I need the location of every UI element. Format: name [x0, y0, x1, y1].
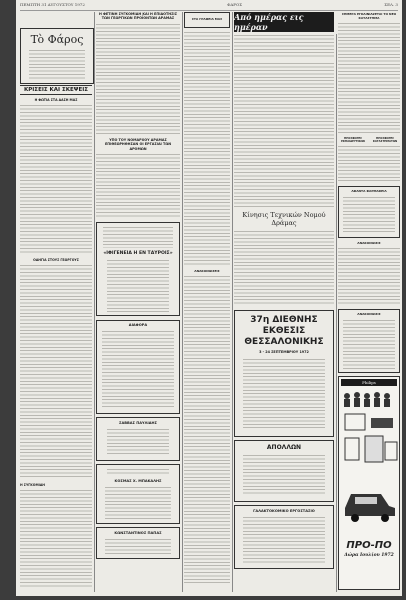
- expo-details: [243, 358, 325, 428]
- dairy-lines: [243, 516, 325, 564]
- expo-title: 37η ΔΙΕΘΝΗΣ ΕΚΘΕΣΙΣ ΘΕΣΣΑΛΟΝΙΚΗΣ: [244, 315, 324, 347]
- apollon-lines: [243, 454, 325, 494]
- col2-body: [96, 23, 180, 135]
- mid-heading: ΟΔΗΓΙΑ ΣΤΟΥΣ ΓΕΩΡΓΟΥΣ: [33, 258, 79, 262]
- washer-icon: [385, 442, 397, 460]
- column-5-content: [338, 12, 400, 592]
- fridge-icon: [365, 436, 383, 462]
- col5-top-heading: ΣΗΜΕΡΑ ΕΓΚΑΙΝΙΑΖΕΤΑΙ ΤΟ ΝΕΟ ΚΑΤΑΣΤΗΜΑ: [341, 12, 397, 20]
- tv-banner-text: Philips: [362, 380, 376, 385]
- appliance-icon: [345, 438, 359, 460]
- col4-body-2: [234, 230, 334, 306]
- col2-mid-heading: ΥΠΟ ΤΟΥ ΝΟΜΑΡΧΟΥ ΔΡΑΜΑΣ ΕΠΙΘΕΩΡΗΘΗΣΑΝ ΟΙ ΕΡΓΑΣΙΑΙ ΤΩΝ ΔΡΟΜΩΝ: [104, 137, 172, 151]
- page-header: [20, 2, 398, 11]
- ad-pavlidis-lines: [107, 428, 169, 456]
- radio-icon: [371, 418, 393, 428]
- col3-mid-label: ΑΝΑΚΟΙΝΩΣΕΙΣ: [194, 269, 220, 273]
- col3-body-2: [184, 275, 230, 585]
- ad-bakalis-title: ΚΟΣΜΑΣ Χ. ΜΠΑΚΑΛΗΣ: [114, 479, 162, 484]
- dairy-title: ΓΑΛΑΚΤΟΚΟΜΙΚΟ ΕΡΓΟΣΤΑΣΙΟ: [253, 509, 315, 513]
- ad-pavlidis: [96, 417, 180, 461]
- notices-box: [338, 309, 400, 373]
- col4-body: [234, 62, 334, 207]
- faros-credits: [29, 49, 85, 79]
- propo-ad: [338, 376, 400, 590]
- ad-papas: [96, 527, 180, 559]
- faros-title: Tò Φάρος: [30, 33, 84, 46]
- ad-bakalis: [96, 464, 180, 524]
- notice-box: [96, 320, 180, 414]
- car-icon: [345, 494, 395, 522]
- section-title: ΚΡΙΣΕΙΣ ΚΑΙ ΣΚΕΨΕΙΣ: [20, 85, 92, 95]
- col5-notices-lines-2: [343, 319, 395, 369]
- sub-heading: Η ΦΩΤΙΑ ΣΤΑ ΔΑΣΗ ΜΑΣ: [34, 98, 78, 102]
- col3-header-box: [184, 12, 230, 28]
- column-2: [96, 12, 180, 592]
- pharmacy-box: [338, 186, 400, 238]
- propo-logo: ΠΡΟ-ΠΟ: [346, 540, 392, 551]
- column-rule-3: [232, 12, 233, 592]
- newspaper-page: [16, 0, 402, 596]
- theatre-ad-title: «ΙΦΙΓΕΝΕΙΑ Η ΕΝ ΤΑΥΡΟΙΣ»: [103, 251, 173, 257]
- article-body: [20, 104, 92, 254]
- column-1: [20, 85, 92, 590]
- expo-ad: [234, 310, 334, 437]
- col2-body-2: [96, 153, 180, 219]
- column-4: [234, 34, 334, 592]
- pharmacy-lines: [343, 196, 395, 234]
- col5-body: [338, 22, 400, 134]
- col5-heading-a: ΠΡΟΣΦΟΡΕΣ ΕΚΠΑΙΔΕΥΤΙΚΩΝ: [341, 137, 365, 143]
- column-rule-1: [94, 12, 95, 592]
- col4-intro: [234, 34, 334, 58]
- propo-caption: Δώρα Ιουλίου 1972: [344, 553, 394, 558]
- ad-papas-lines: [105, 538, 171, 554]
- col3-body: [184, 31, 230, 266]
- tv-banner: [341, 379, 397, 386]
- expo-dates: 3 - 24 ΣΕΠΤΕΜΒΡΙΟΥ 1972: [259, 350, 309, 354]
- column-rule-2: [182, 12, 183, 592]
- apollon-ad: [234, 440, 334, 502]
- ad-bakalis-lines: [105, 486, 171, 520]
- notice-title: ΔΙΑΦΟΡΑ: [128, 323, 148, 328]
- col5-notices-label: ΑΝΑΚΟΙΝΩΣΙΣ: [357, 241, 381, 245]
- faros-masthead-box: [20, 28, 94, 84]
- col5-split-headings: [338, 137, 400, 143]
- ad-bakalis-top: [107, 468, 169, 476]
- bottom-heading: Η ΣΥΓΚΟΜΙΔΗ: [20, 483, 45, 487]
- notice-lines: [102, 330, 174, 408]
- col5-notices-body: [338, 247, 400, 305]
- people-row: [344, 392, 390, 407]
- header-masthead: ΦΑΡΟΣ: [227, 2, 243, 7]
- theatre-ad: [96, 222, 180, 316]
- ad-pavlidis-title: ΣΑΒΒΑΣ ΠΑΥΛΙΔΗΣ: [119, 421, 157, 426]
- article-body-3: [20, 489, 92, 589]
- theatre-ad-lines: [103, 226, 173, 248]
- prize-products-illustration: [339, 388, 399, 538]
- col2-top-heading: Η ΦΕΤΙΝΗ ΣΥΓΚΟΜΙΔΗ ΚΑΙ Η ΕΠΙΔΟΤΗΣΙΣ ΤΩΝ ΓΕΩΡΓΙΚΩΝ ΠΡΟΪΟΝΤΩΝ ΔΡΑΜΑΣ: [98, 12, 178, 21]
- col5-body-2: [338, 145, 400, 183]
- article-body-2: [20, 264, 92, 479]
- apollon-title: ΑΠΟΛΛΩΝ: [266, 444, 302, 451]
- header-page-number: ΣΕΛ. 3: [384, 2, 398, 7]
- daily-banner-text: Από ημέρας εις ημέραν: [234, 12, 304, 32]
- dairy-ad: [234, 505, 334, 569]
- col5-heading-b: ΠΡΟΣΦΟΡΕΣ ΚΑΤΑΣΤΗΜΑΤΩΝ: [372, 137, 398, 143]
- header-date: ΠΕΜΠΤΗ 31 ΑΥΓΟΥΣΤΟΥ 1972: [20, 2, 85, 7]
- pharmacy-title: ΑΦΑΝΤΑ ΦΑΡΜΑΚΕΙΑ: [351, 189, 387, 193]
- ad-papas-title: ΚΩΝΣΤΑΝΤΙΝΟΣ ΠΑΠΑΣ: [114, 531, 162, 536]
- col4-headline: Κίνησις Τεχνικών Νομού Δράμας: [242, 211, 326, 227]
- tv-set-icon: [345, 414, 365, 430]
- col5-notices-label-2: ΑΝΑΚΟΙΝΩΣΙΣ: [357, 312, 381, 316]
- col3-label: ΣΤΑ ΓΡΑΦΕΙΑ ΜΑΣ: [191, 17, 223, 21]
- daily-banner: [234, 12, 334, 32]
- column-3: [184, 12, 230, 592]
- theatre-ad-details: [107, 259, 169, 314]
